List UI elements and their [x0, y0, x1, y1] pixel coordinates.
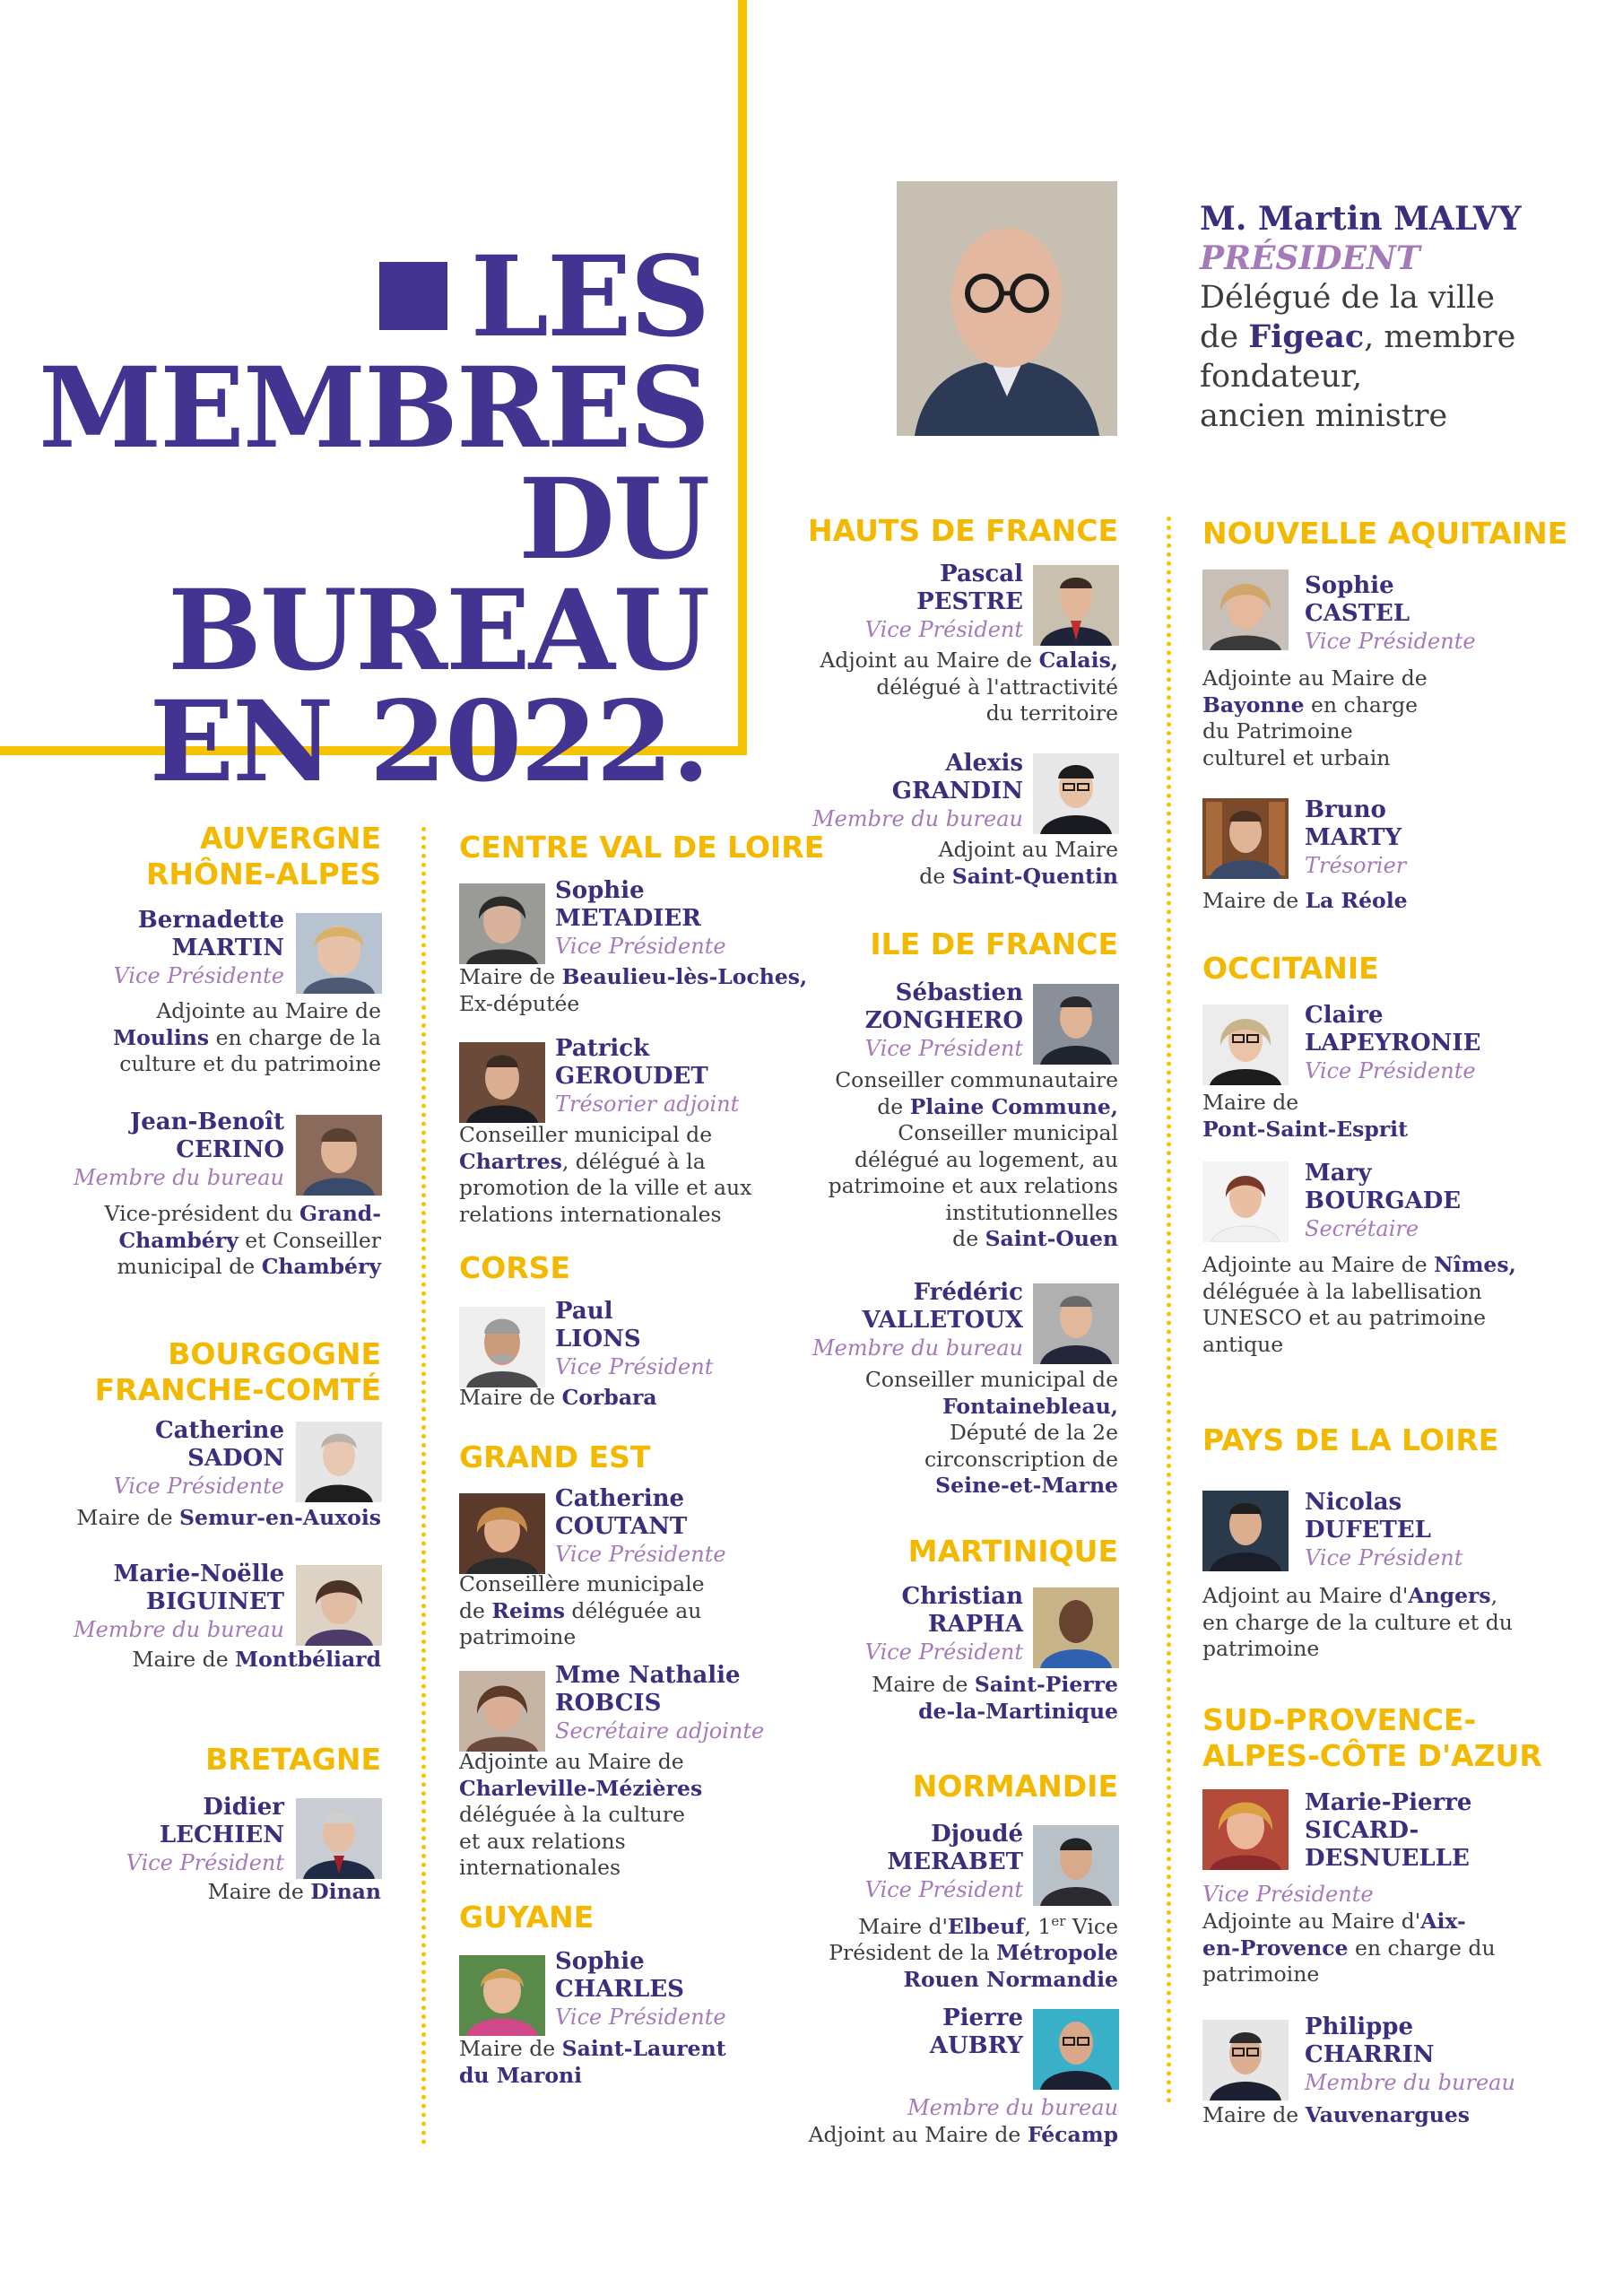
person-card: Claire LAPEYRONIE Vice Présidente	[1305, 1002, 1481, 1083]
person-card: Didier LECHIEN Vice Président	[126, 1794, 284, 1875]
person-description: Adjointe au Maire d'Aix- en-Provence en charge du patrimoine	[1202, 1909, 1496, 1987]
portrait-icon	[296, 1422, 382, 1502]
person-description: Maire de Dinan	[207, 1879, 381, 1904]
portrait-icon	[1033, 1283, 1119, 1364]
portrait-icon	[1033, 1825, 1119, 1906]
person-card: Sophie CHARLES Vice Présidente	[555, 1948, 726, 2030]
person-description: Adjoint au Maire de Fécamp	[808, 2122, 1118, 2147]
person-photo	[1033, 2009, 1119, 2090]
column-divider	[421, 827, 426, 2145]
person-description: Maire de Vauvenargues	[1202, 2102, 1471, 2127]
frame-vertical-bar	[738, 0, 747, 755]
region-heading: GRAND EST	[459, 1439, 651, 1474]
person-photo	[1033, 565, 1119, 646]
president-description: Délégué de la ville de Figeac, membre fondateur, ancien ministre	[1200, 280, 1516, 434]
region-heading: OCCITANIE	[1202, 951, 1379, 986]
person-photo	[296, 1565, 382, 1646]
region-heading: GUYANE	[459, 1900, 595, 1935]
person-description: Conseiller municipal de Fontainebleau, Député de la 2e circonscription de Seine-et-Marne	[864, 1367, 1118, 1498]
person-photo	[459, 1493, 545, 1574]
person-card: Mme Nathalie ROBCIS Secrétaire adjointe	[555, 1662, 765, 1744]
person-photo	[459, 1042, 545, 1123]
person-photo	[1033, 1587, 1119, 1668]
region-heading: PAYS DE LA LOIRE	[1202, 1422, 1499, 1457]
portrait-icon	[296, 913, 382, 994]
person-card: Jean-Benoît CERINO Membre du bureau	[74, 1109, 284, 1190]
person-description: Maire de Saint-Pierre de-la-Martinique	[872, 1672, 1118, 1724]
region-heading: NORMANDIE	[912, 1769, 1118, 1804]
person-photo	[459, 883, 545, 964]
person-photo	[1202, 570, 1289, 650]
portrait-icon	[459, 1493, 545, 1574]
person-photo	[1202, 1004, 1289, 1085]
person-photo	[1202, 1491, 1289, 1571]
portrait-icon	[296, 1798, 382, 1879]
portrait-icon	[1202, 798, 1289, 879]
person-description: Adjoint au Maire de Saint-Quentin	[919, 837, 1118, 889]
person-photo	[296, 913, 382, 994]
person-description: Maire de Pont-Saint-Esprit	[1202, 1090, 1408, 1142]
person-card: Paul LIONS Vice Président	[555, 1298, 714, 1379]
person-card: Marie-Pierre SICARD- DESNUELLE	[1305, 1789, 1472, 1872]
person-card: Christian RAPHA Vice Président	[864, 1583, 1023, 1665]
person-description: Adjointe au Maire de Moulins en charge de la culture et du patrimoine	[113, 998, 381, 1076]
president-photo	[897, 181, 1117, 436]
person-description: Maire de Montbéliard	[132, 1647, 381, 1672]
person-card: Sophie CASTEL Vice Présidente	[1305, 572, 1476, 654]
person-description: Vice-président du Grand- Chambéry et Conseiller municipal de Chambéry	[104, 1201, 381, 1279]
person-description: Maire de Saint-Laurent du Maroni	[459, 2036, 726, 2088]
person-description: Adjoint au Maire de Calais, délégué à l'attractivité du territoire	[820, 648, 1118, 726]
portrait-icon	[1202, 1161, 1289, 1242]
person-description: Conseillère municipale de Reims déléguée au patrimoine	[459, 1571, 705, 1649]
region-heading: HAUTS DE FRANCE	[807, 513, 1118, 548]
person-card: Pierre AUBRY	[929, 2005, 1023, 2059]
person-photo	[296, 1115, 382, 1196]
person-photo	[1033, 1825, 1119, 1906]
person-card: Mary BOURGADE Secrétaire	[1305, 1160, 1462, 1241]
person-photo	[459, 1671, 545, 1752]
person-card: Sophie METADIER Vice Présidente	[555, 877, 726, 959]
person-card: Sébastien ZONGHERO Vice Président	[864, 979, 1023, 1061]
region-heading: BRETAGNE	[205, 1742, 381, 1777]
person-card: Nicolas DUFETEL Vice Président	[1305, 1489, 1463, 1570]
person-description: Adjointe au Maire de Charleville-Mézières déléguée à la culture et aux relations internationales	[459, 1749, 703, 1880]
page-title: LES MEMBRES DU BUREAU EN 2022.	[39, 232, 708, 807]
person-card: Bernadette MARTIN Vice Présidente	[113, 907, 284, 988]
person-card: Catherine COUTANT Vice Présidente	[555, 1485, 726, 1567]
portrait-icon	[296, 1565, 382, 1646]
person-photo	[1033, 753, 1119, 834]
person-card: Pascal PESTRE Vice Président	[864, 561, 1023, 642]
person-card: Philippe CHARRIN Membre du bureau	[1305, 2013, 1515, 2095]
region-heading: MARTINIQUE	[907, 1534, 1118, 1569]
person-photo	[459, 1307, 545, 1387]
person-photo	[296, 1422, 382, 1502]
portrait-icon	[1202, 570, 1289, 650]
person-description: Maire de Beaulieu-lès-Loches, Ex-députée	[459, 964, 808, 1016]
region-heading: CENTRE VAL DE LOIRE	[459, 830, 825, 865]
portrait-icon	[897, 181, 1117, 436]
portrait-icon	[459, 1671, 545, 1752]
person-photo	[459, 1955, 545, 2036]
portrait-icon	[1202, 1789, 1289, 1870]
portrait-icon	[1033, 753, 1119, 834]
portrait-icon	[1033, 1587, 1119, 1668]
region-heading: NOUVELLE AQUITAINE	[1202, 516, 1568, 551]
person-photo	[1033, 984, 1119, 1065]
person-card: Marie-Noëlle BIGUINET Membre du bureau	[74, 1561, 284, 1642]
column-divider	[1167, 517, 1171, 2104]
person-card: Frédéric VALLETOUX Membre du bureau	[812, 1279, 1023, 1361]
person-description: Adjointe au Maire de Bayonne en charge du Patrimoine culturel et urbain	[1202, 665, 1428, 770]
person-description: Conseiller municipal de Chartres, délégué à la promotion de la ville et aux relations internationales	[459, 1122, 752, 1227]
portrait-icon	[1202, 2020, 1289, 2100]
portrait-icon	[1202, 1491, 1289, 1571]
portrait-icon	[1202, 1004, 1289, 1085]
portrait-icon	[459, 1307, 545, 1387]
person-card: Alexis GRANDIN Membre du bureau	[812, 750, 1023, 831]
person-photo	[1033, 1283, 1119, 1364]
person-description: Maire de Semur-en-Auxois	[76, 1505, 381, 1530]
person-photo	[1202, 2020, 1289, 2100]
portrait-icon	[459, 1955, 545, 2036]
region-heading: CORSE	[459, 1250, 570, 1285]
person-description: Maire de Corbara	[459, 1385, 657, 1410]
person-photo	[1202, 798, 1289, 879]
president-name: M. Martin MALVY	[1200, 200, 1522, 238]
person-description: Conseiller communautaire de Plaine Commune, Conseiller municipal délégué au logement, au patrimoine et aux relations institutionnelles de Saint-Ouen	[828, 1067, 1118, 1251]
portrait-icon	[1033, 984, 1119, 1065]
portrait-icon	[1033, 565, 1119, 646]
person-description: Adjoint au Maire d'Angers, en charge de la culture et du patrimoine	[1202, 1583, 1513, 1661]
person-photo	[1202, 1789, 1289, 1870]
portrait-icon	[296, 1115, 382, 1196]
person-card: Catherine SADON Vice Présidente	[113, 1417, 284, 1499]
person-card: Patrick GEROUDET Trésorier adjoint	[555, 1035, 740, 1117]
portrait-icon	[459, 883, 545, 964]
person-photo	[1202, 1161, 1289, 1242]
region-heading: BOURGOGNE FRANCHE-COMTÉ	[94, 1336, 381, 1407]
region-heading: AUVERGNE RHÔNE-ALPES	[145, 821, 381, 891]
person-photo	[296, 1798, 382, 1879]
portrait-icon	[1033, 2009, 1119, 2090]
president-role: PRÉSIDENT	[1200, 239, 1420, 277]
region-heading: SUD-PROVENCE- ALPES-CÔTE D'AZUR	[1202, 1702, 1542, 1773]
person-role-block: Membre du bureau	[907, 2095, 1118, 2120]
person-card: Djoudé MERABET Vice Président	[864, 1821, 1023, 1902]
person-description: Adjointe au Maire de Nîmes, déléguée à la labellisation UNESCO et au patrimoine antique	[1202, 1252, 1516, 1357]
person-card: Bruno MARTY Trésorier	[1305, 796, 1407, 878]
person-role-block: Vice Présidente	[1202, 1882, 1374, 1907]
title-square-icon	[379, 262, 447, 330]
person-description: Maire de La Réole	[1202, 888, 1408, 913]
region-heading: ILE DE FRANCE	[870, 926, 1118, 961]
portrait-icon	[459, 1042, 545, 1123]
person-description: Maire d'Elbeuf, 1er Vice Président de la Métropole Rouen Normandie	[829, 1913, 1118, 1992]
